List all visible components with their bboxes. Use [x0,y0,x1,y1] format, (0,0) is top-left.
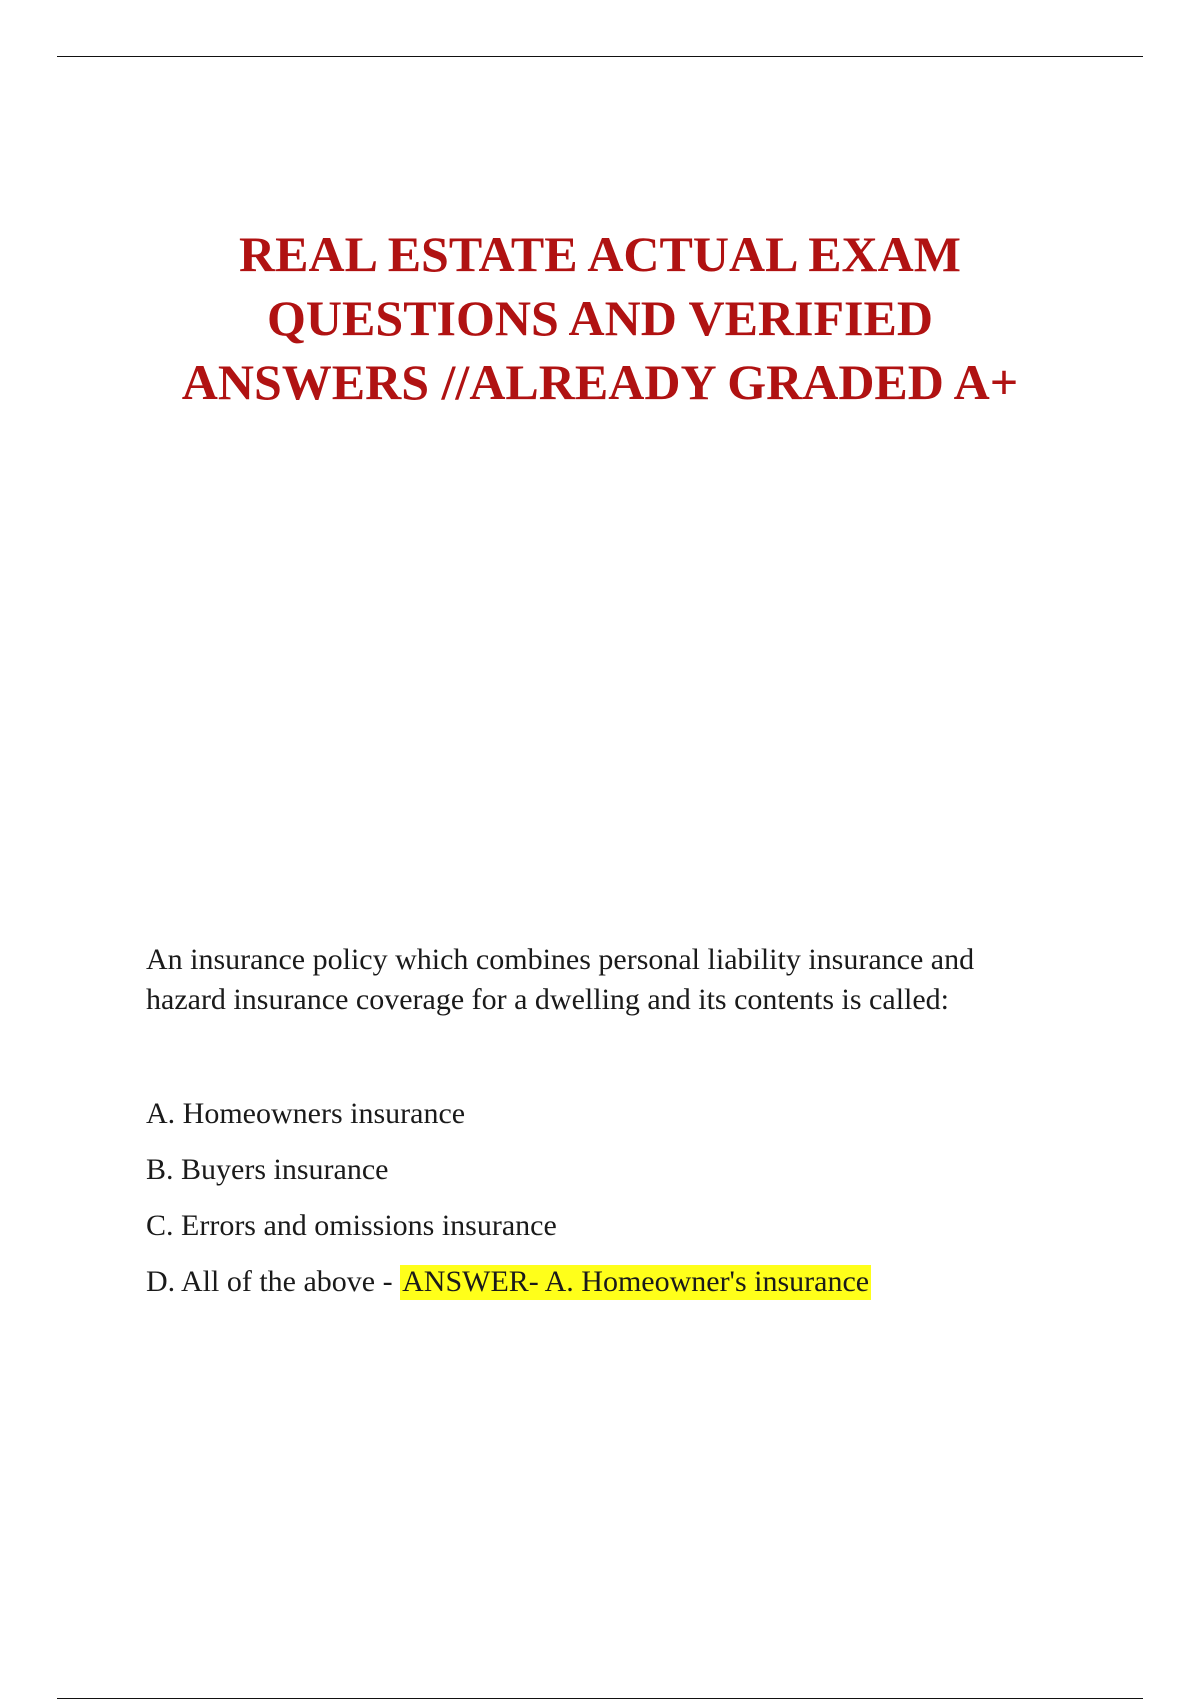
document-title [120,222,1080,414]
document-title-line: QUESTIONS AND VERIFIED [267,290,933,346]
answer-options [146,1094,1106,1318]
option-b [146,1150,1106,1206]
option-d [146,1262,1106,1318]
question-line: An insurance policy which combines personal liability insurance and [146,943,975,976]
option-label: C. Errors and omissions insurance [146,1209,557,1242]
document-title-line: ANSWERS //ALREADY GRADED A+ [181,354,1019,410]
document-title-line: REAL ESTATE ACTUAL EXAM [239,226,961,282]
option-a [146,1094,1106,1150]
option-c [146,1206,1106,1262]
option-label: B. Buyers insurance [146,1153,389,1186]
footer-rule [57,1698,1143,1699]
header-rule [57,56,1143,57]
option-label: D. All of the above - [146,1265,401,1298]
option-label: A. Homeowners insurance [146,1097,466,1130]
question-line: hazard insurance coverage for a dwelling and its contents is called: [146,983,950,1016]
highlighted-answer: ANSWER- A. Homeowner's insurance [402,1265,870,1298]
question-text [146,940,1076,1020]
